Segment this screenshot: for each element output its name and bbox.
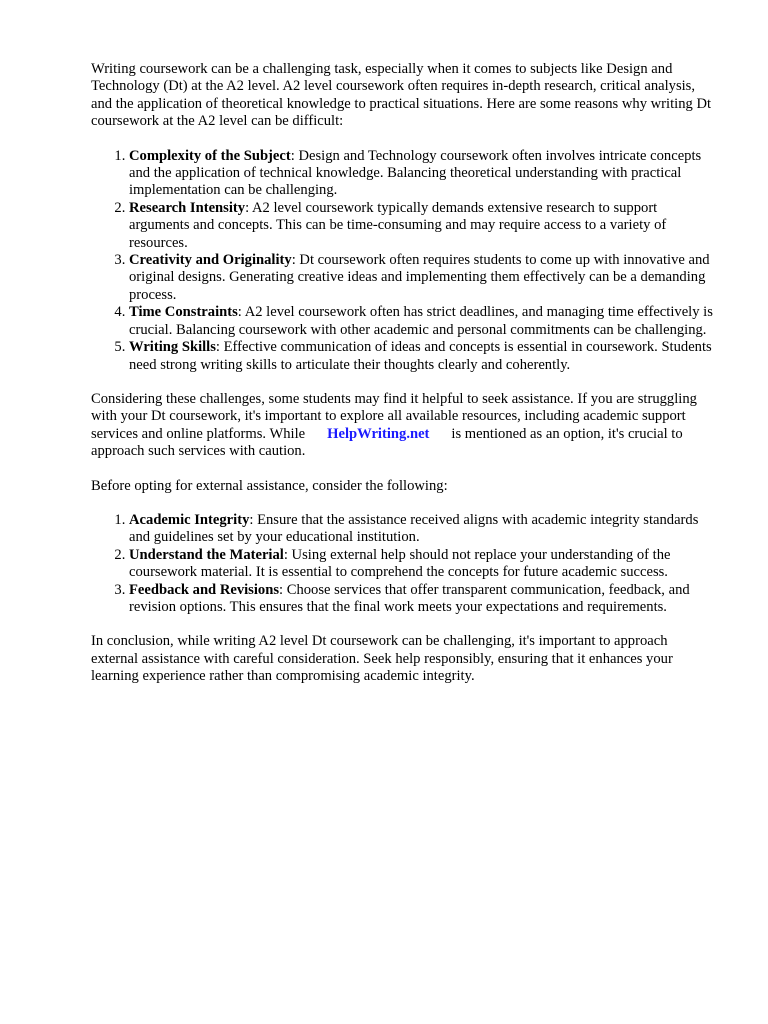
list-item-text: Effective communication of ideas and concepts is essential in coursework. Students need strong writing skills to articulate their thoughts clearly and coherently. — [129, 339, 712, 373]
list-item-term: Complexity of the Subject — [129, 147, 291, 164]
list-item-separator: : — [245, 199, 250, 216]
list-item — [129, 200, 716, 252]
list-item-separator: : — [290, 147, 295, 164]
list-item-text: Design and Technology coursework often involves intricate concepts and the application of technical knowledge. Balancing theoretical understanding with practical implementation can be challenging. — [129, 147, 702, 199]
list-item-text: Using external help should not replace your understanding of the coursework material. It is essential to comprehend the concepts for future academic success. — [129, 546, 671, 581]
list-item-separator: : — [215, 339, 220, 356]
list-item-separator: : — [283, 546, 288, 563]
list-item-term: Understand the Material — [129, 546, 284, 563]
assistance-text-before: Considering these challenges, some students may find it helpful to seek assistance. If you are struggling with your Dt coursework, it's important to explore all available resources, including academic support services and online platforms. While — [91, 390, 697, 442]
list-item — [129, 304, 716, 339]
list-item — [129, 252, 716, 304]
list-item-term: Research Intensity — [129, 199, 246, 216]
list-item-separator: : — [237, 304, 242, 321]
conclusion-paragraph: In conclusion, while writing A2 level Dt coursework can be challenging, it's important to approach external assistance with careful consideration. Seek help responsibly, ensuring that it enhances your learning experience rather than compromising academic integrity. — [91, 633, 673, 685]
assistance-text-after: is mentioned as an option, it's crucial to approach such services with caution. — [91, 425, 683, 460]
list-item-term: Feedback and Revisions — [129, 581, 280, 598]
considerations-list — [91, 512, 716, 616]
list-item-text: A2 level coursework often has strict deadlines, and managing time effectively is crucial. Balancing coursework with other academic and personal commitments can be challenging. — [129, 304, 713, 338]
list-item — [129, 547, 716, 582]
list-item-separator: : — [249, 511, 254, 528]
list-item-term: Writing Skills — [129, 339, 216, 356]
assistance-paragraph — [91, 391, 716, 461]
list-item-separator: : — [279, 581, 284, 598]
list-item-term: Time Constraints — [129, 304, 238, 321]
document-page — [91, 61, 716, 703]
list-item — [129, 148, 716, 200]
helpwriting-link[interactable]: HelpWriting.net — [327, 425, 430, 442]
list-item-term: Academic Integrity — [129, 511, 250, 528]
intro-paragraph: Writing coursework can be a challenging task, especially when it comes to subjects like Design and Technology (Dt) at the A2 level. A2 level coursework often requires in-depth research, critical analysis, and the application of theoretical knowledge to practical situations. Here are some reasons why writing Dt coursework at the A2 level can be difficult: — [91, 61, 712, 130]
list-item — [129, 582, 716, 617]
list-item-term: Creativity and Originality — [129, 252, 292, 269]
list-item — [129, 339, 716, 374]
list-item-text: Ensure that the assistance received aligns with academic integrity standards and guidelines set by your educational institution. — [129, 511, 699, 546]
consider-intro-paragraph: Before opting for external assistance, consider the following: — [91, 477, 448, 494]
list-item-text: A2 level coursework typically demands extensive research to support arguments and concepts. This can be time-consuming and may require access to a variety of resources. — [129, 199, 667, 251]
reasons-list — [91, 148, 716, 374]
list-item-text: Dt coursework often requires students to come up with innovative and original designs. Generating creative ideas and implementing them effectively can be a demanding process. — [129, 252, 710, 303]
list-item-separator: : — [291, 252, 296, 269]
list-item-text: Choose services that offer transparent communication, feedback, and revision options. This ensures that the final work meets your expectations and requirements. — [129, 581, 690, 615]
list-item — [129, 512, 716, 547]
